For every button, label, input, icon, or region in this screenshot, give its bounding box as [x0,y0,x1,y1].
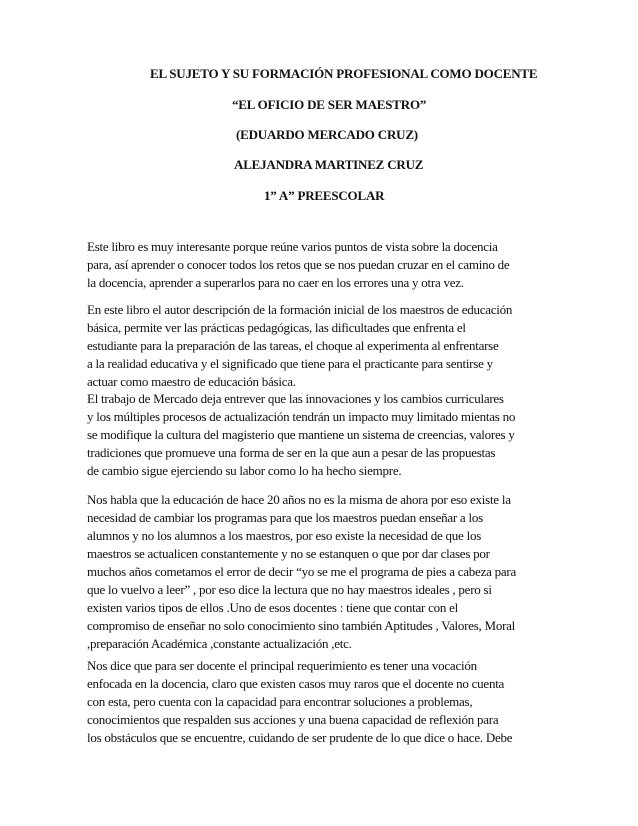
paragraph-line: estudiante para la preparación de las tareas, el choque al experimenta al enfrentarse [87,338,499,353]
paragraph-line: básica, permite ver las prácticas pedagógicas, las dificultades que enfrenta el [87,320,466,335]
paragraph-vocation [87,657,551,747]
paragraph-line: El trabajo de Mercado deja entrever que las innovaciones y los cambios curriculares [87,391,504,406]
paragraph-line: se modifique la cultura del magisterio que mantiene un sistema de creencias, valores y [87,427,515,442]
document-title: EL SUJETO Y SU FORMACIÓN PROFESIONAL COMO DOCENTE [150,66,538,81]
book-author: (EDUARDO MERCADO CRUZ) [236,127,418,142]
paragraph-line: tradiciones que promueve una forma de ser en la que aun a pesar de las propuestas [87,445,496,460]
paragraph-line: existen varios tipos de ellos .Uno de esos docentes : tiene que contar con el [87,600,459,615]
paragraph-line: los obstáculos que se encuentre, cuidando de ser prudente de lo que dice o hace. Debe [87,730,513,745]
student-name: ALEJANDRA MARTINEZ CRUZ [234,157,424,172]
paragraph-line: En este libro el autor descripción de la formación inicial de los maestros de educación [87,302,513,317]
book-title: “EL OFICIO DE SER MAESTRO” [232,97,427,112]
paragraph-line: Nos dice que para ser docente el principal requerimiento es tener una vocación [87,658,477,673]
paragraph-line: compromiso de enseñar no solo conocimiento sino también Aptitudes , Valores, Moral [87,618,516,633]
paragraph-line: conocimientos que respalden sus acciones y una buena capacidad de reflexión para [87,712,499,727]
paragraph-line: muchos años cometamos el error de decir “yo se me el programa de pies a cabeza para [87,564,516,579]
paragraph-line: de cambio sigue ejerciendo su labor como lo ha hecho siempre. [87,463,402,478]
paragraph-line: Este libro es muy interesante porque reúne varios puntos de vista sobre la docencia [87,239,498,254]
paragraph-line: para, así aprender o conocer todos los retos que se nos puedan cruzar en el camino de [87,257,510,272]
paragraph-line: con esta, pero cuenta con la capacidad para encontrar soluciones a problemas, [87,694,473,709]
paragraph-line: actuar como maestro de educación básica. [87,374,296,389]
paragraph-line: y los múltiples procesos de actualización tendrán un impacto muy limitado mientas no [87,409,516,424]
paragraph-line: Nos habla que la educación de hace 20 años no es la misma de ahora por eso existe la [87,492,511,507]
paragraph-line: ,preparación Académica ,constante actualización ,etc. [87,636,352,651]
paragraph-culture [87,390,551,480]
paragraph-description [87,301,551,391]
paragraph-line: a la realidad educativa y el significado que tiene para el practicante para sentirse y [87,356,493,371]
student-group: 1” A” PREESCOLAR [264,188,385,203]
paragraph-line: la docencia, aprender a superarlos para no caer en los errores una y otra vez. [87,275,464,290]
paragraph-line: necesidad de cambiar los programas para que los maestros puedan enseñar a los [87,510,483,525]
paragraph-line: que lo vuelvo a leer” , por eso dice la lectura que no hay maestros ideales , pero si [87,582,492,597]
paragraph-intro [87,238,551,292]
paragraph-education-change [87,491,551,653]
paragraph-line: enfocada en la docencia, claro que existen casos muy raros que el docente no cuenta [87,676,505,691]
paragraph-line: maestros se actualicen constantemente y no se estanquen o que por dar clases por [87,546,490,561]
paragraph-line: alumnos y no los alumnos a los maestros, por eso existe la necesidad de que los [87,528,482,543]
